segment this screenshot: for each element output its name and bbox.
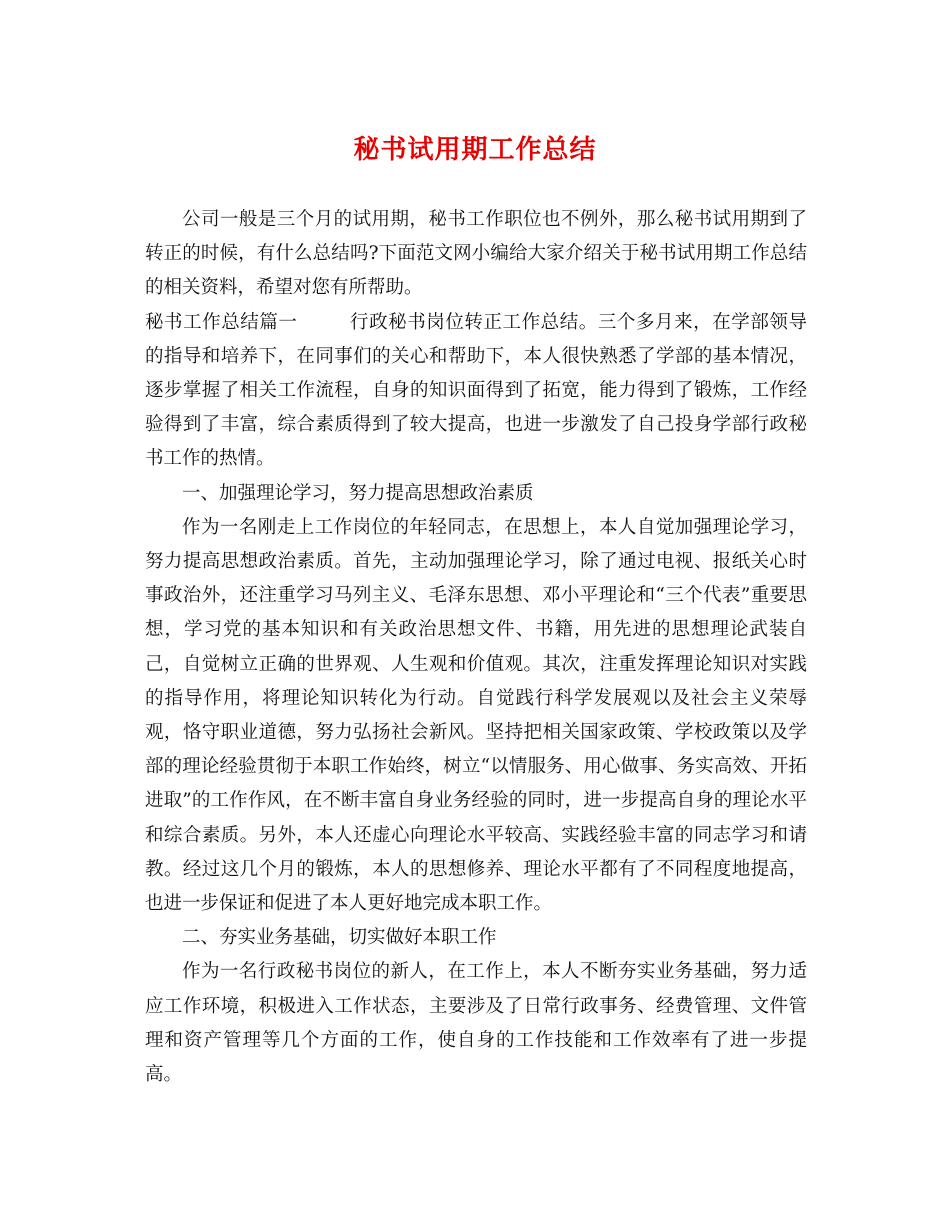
paragraph-two: 作为一名行政秘书岗位的新人，在工作上，本人不断夯实业务基础，努力适应工作环境，积极进入工作状态，主要涉及了日常行政事务、经费管理、文件管理和资产管理等几个方面的工作，使自身的工作技能和工作效率有了进一步提高。 [145,961,807,1086]
document-body [145,203,807,1092]
section-lead-text: 行政秘书岗位转正工作总结。三个多月来，在学部领导的指导和培养下，在同事们的关心和帮助下，本人很快熟悉了学部的基本情况，逐步掌握了相关工作流程，自身的知识面得到了拓宽，能力得到了锻炼，工作经验得到了丰富，综合素质得到了较大提高，也进一步激发了自己投身学部行政秘书工作的热情。 [145,311,807,470]
document-title: 秘书试用期工作总结 [353,135,597,165]
heading-one: 一、加强理论学习，努力提高思想政治素质 [182,482,534,504]
section-label: 秘书工作总结篇一 [145,311,298,333]
heading-two: 二、夯实业务基础，切实做好本职工作 [182,927,497,949]
paragraph-one: 作为一名刚走上工作岗位的年轻同志，在思想上，本人自觉加强理论学习，努力提高思想政治素质。首先，主动加强理论学习，除了通过电视、报纸关心时事政治外，还注重学习马列主义、毛泽东思想、邓小平理论和“三个代表”重要思想，学习党的基本知识和有关政治思想文件、书籍，用先进的思想理论武装自己，自觉树立正确的世界观、人生观和价值观。其次，注重发挥理论知识对实践的指导作用，将理论知识转化为行动。自觉践行科学发展观以及社会主义荣辱观，恪守职业道德，努力弘扬社会新风。坚持把相关国家政策、学校政策以及学部的理论经验贯彻于本职工作始终，树立“以情服务、用心做事、务实高效、开拓进取”的工作作风，在不断丰富自身业务经验的同时，进一步提高自身的理论水平和综合素质。另外，本人还虚心向理论水平较高、实践经验丰富的同志学习和请教。经过这几个月的锻炼，本人的思想修养、理论水平都有了不同程度地提高，也进一步保证和促进了本人更好地完成本职工作。 [145,516,807,915]
intro-paragraph: 公司一般是三个月的试用期，秘书工作职位也不例外，那么秘书试用期到了转正的时候，有什么总结吗?下面范文网小编给大家介绍关于秘书试用期工作总结的相关资料，希望对您有所帮助。 [145,209,807,299]
section-paragraph [145,306,807,477]
